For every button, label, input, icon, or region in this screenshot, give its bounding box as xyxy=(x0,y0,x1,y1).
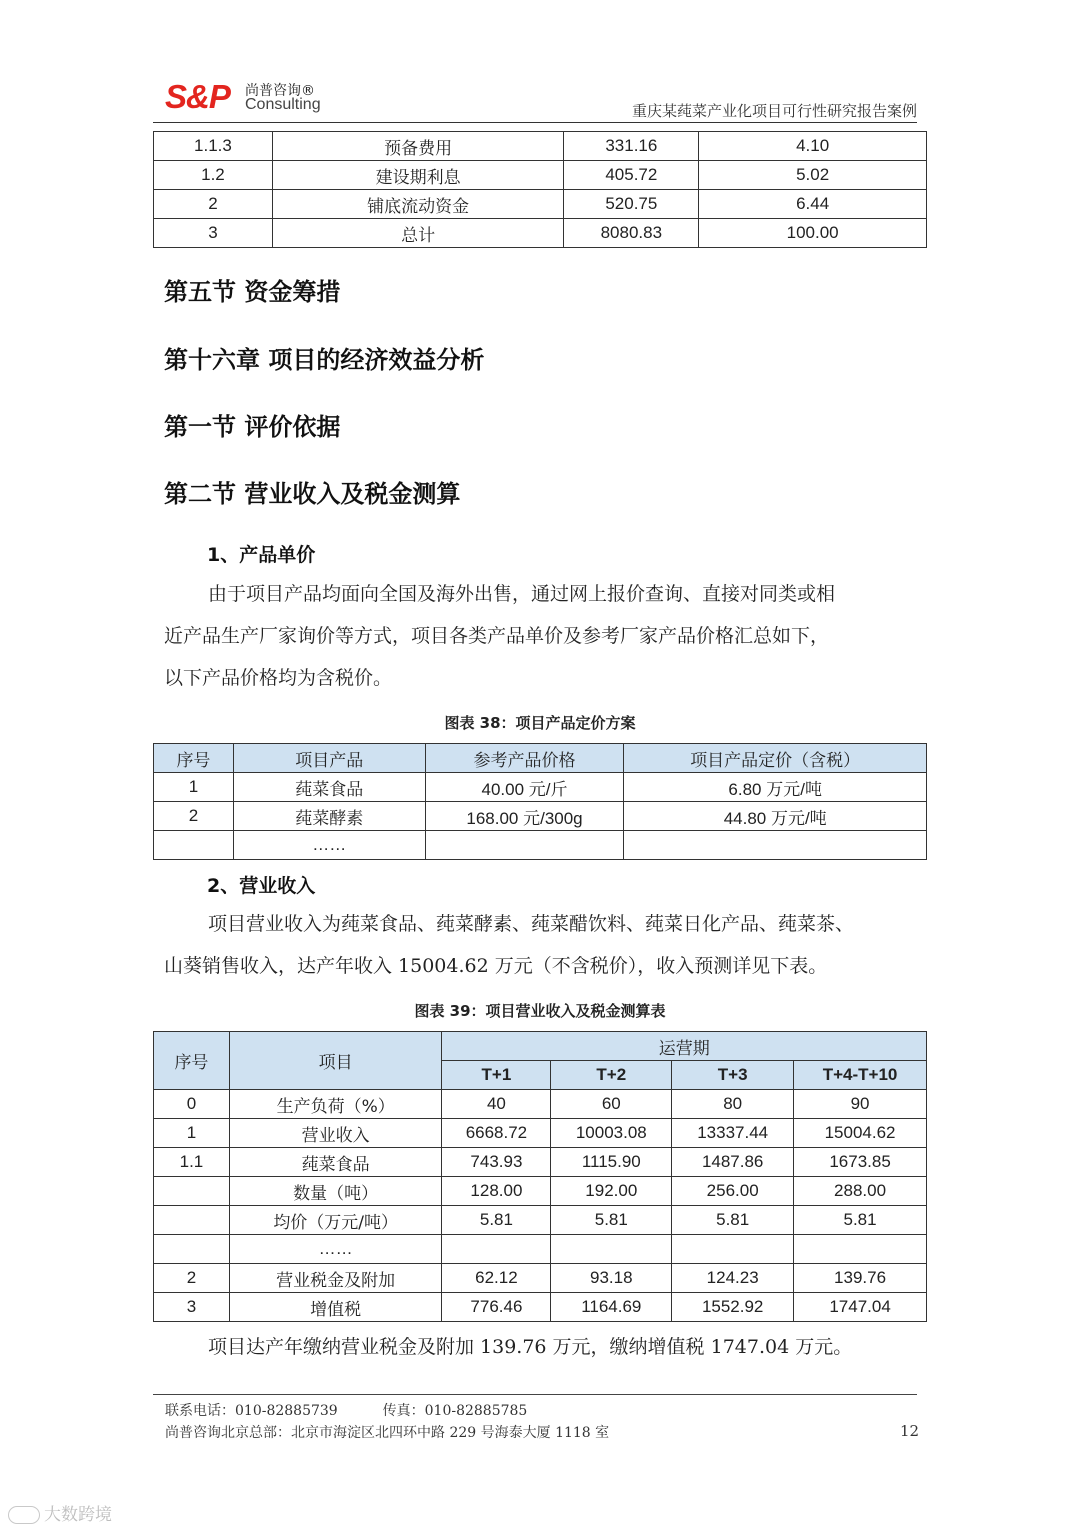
table-row xyxy=(154,1264,927,1293)
table-row xyxy=(154,1148,927,1177)
cell-item: 总计 xyxy=(272,219,564,248)
cell-value: 139.76 xyxy=(794,1264,927,1293)
header-price: 项目产品定价（含税） xyxy=(624,744,927,773)
cell-value xyxy=(794,1235,927,1264)
header-item: 项目 xyxy=(229,1032,442,1090)
cell-price: 6.80 万元/吨 xyxy=(624,773,927,802)
logo-mark: S&P xyxy=(165,78,230,115)
header-t3: T+3 xyxy=(672,1061,794,1090)
table-row xyxy=(154,1090,927,1119)
cell-pct: 100.00 xyxy=(699,219,927,248)
revenue-tax-table xyxy=(153,1031,927,1322)
cell-no: 3 xyxy=(154,1293,230,1322)
paragraph-tax-summary xyxy=(164,1326,924,1368)
cell-amount: 8080.83 xyxy=(564,219,699,248)
paragraph-line: 近产品生产厂家询价等方式，项目各类产品单价及参考厂家产品价格汇总如下， xyxy=(164,625,830,647)
cell-ref-price: 40.00 元/斤 xyxy=(425,773,624,802)
cell-value xyxy=(551,1235,672,1264)
cell-no: 0 xyxy=(154,1090,230,1119)
cell-no: 1 xyxy=(154,1119,230,1148)
subheading-unit-price: 1、产品单价 xyxy=(207,544,316,566)
cell-value: 128.00 xyxy=(442,1177,551,1206)
paragraph-line: 山葵销售收入，达产年收入 15004.62 万元（不含税价），收入预测详见下表。 xyxy=(164,955,828,977)
paragraph-line: 由于项目产品均面向全国及海外出售，通过网上报价查询、直接对同类或相 xyxy=(208,583,836,605)
cell-price: 44.80 万元/吨 xyxy=(624,802,927,831)
investment-table xyxy=(153,131,927,248)
cell-value: 1747.04 xyxy=(794,1293,927,1322)
cell-value: 1552.92 xyxy=(672,1293,794,1322)
paragraph-line: 项目达产年缴纳营业税金及附加 139.76 万元，缴纳增值税 1747.04 万元。 xyxy=(208,1336,853,1358)
table-38-caption: 图表 38：项目产品定价方案 xyxy=(444,714,636,732)
table-row xyxy=(154,190,927,219)
cell-product: …… xyxy=(233,831,425,860)
cell-value: 256.00 xyxy=(672,1177,794,1206)
cell-value: 1673.85 xyxy=(794,1148,927,1177)
table-row xyxy=(154,802,927,831)
table-row xyxy=(154,132,927,161)
cell-no xyxy=(154,1235,230,1264)
header-period: 运营期 xyxy=(442,1032,927,1061)
cell-ref-price: 168.00 元/300g xyxy=(425,802,624,831)
table-row xyxy=(154,1119,927,1148)
cell-item: …… xyxy=(229,1235,442,1264)
cell-no: 2 xyxy=(154,190,273,219)
header-no: 序号 xyxy=(154,1032,230,1090)
cell-value: 124.23 xyxy=(672,1264,794,1293)
cell-value: 90 xyxy=(794,1090,927,1119)
cell-no: 3 xyxy=(154,219,273,248)
header-product: 项目产品 xyxy=(233,744,425,773)
cell-value: 1115.90 xyxy=(551,1148,672,1177)
cell-value: 13337.44 xyxy=(672,1119,794,1148)
cell-value: 15004.62 xyxy=(794,1119,927,1148)
cell-amount: 520.75 xyxy=(564,190,699,219)
cell-no: 1.1 xyxy=(154,1148,230,1177)
footer-divider xyxy=(153,1394,917,1395)
cell-no: 2 xyxy=(154,802,234,831)
cell-no xyxy=(154,831,234,860)
watermark-text: 大数跨境 xyxy=(44,1505,112,1525)
table-row xyxy=(154,161,927,190)
cell-no xyxy=(154,1177,230,1206)
cell-item: 建设期利息 xyxy=(272,161,564,190)
pricing-table xyxy=(153,743,927,860)
cell-value xyxy=(442,1235,551,1264)
table-row xyxy=(154,831,927,860)
logo-en-text: Consulting xyxy=(245,96,321,113)
footer-fax: 传真：010-82885785 xyxy=(382,1403,528,1419)
cell-item: 营业收入 xyxy=(229,1119,442,1148)
cell-pct: 4.10 xyxy=(699,132,927,161)
table-header-row xyxy=(154,744,927,773)
header-t1: T+1 xyxy=(442,1061,551,1090)
cell-item: 增值税 xyxy=(229,1293,442,1322)
logo-cn-text: 尚普咨询® xyxy=(245,83,315,99)
header-divider xyxy=(153,122,917,123)
table-row xyxy=(154,219,927,248)
cell-amount: 331.16 xyxy=(564,132,699,161)
cell-value: 5.81 xyxy=(551,1206,672,1235)
paragraph-pricing xyxy=(164,573,924,699)
cell-item: 预备费用 xyxy=(272,132,564,161)
cell-value: 62.12 xyxy=(442,1264,551,1293)
cell-value: 80 xyxy=(672,1090,794,1119)
header-t2: T+2 xyxy=(551,1061,672,1090)
cell-ref-price xyxy=(425,831,624,860)
footer-phone: 联系电话：010-82885739 xyxy=(165,1403,338,1419)
watermark-icon xyxy=(8,1506,40,1524)
footer-contact xyxy=(165,1400,527,1420)
paragraph-revenue xyxy=(164,903,924,987)
cell-value: 743.93 xyxy=(442,1148,551,1177)
cell-item: 数量（吨） xyxy=(229,1177,442,1206)
document-title: 重庆某莼菜产业化项目可行性研究报告案例 xyxy=(631,102,917,120)
cell-item: 均价（万元/吨） xyxy=(229,1206,442,1235)
cell-value: 40 xyxy=(442,1090,551,1119)
cell-value: 10003.08 xyxy=(551,1119,672,1148)
table-row xyxy=(154,1206,927,1235)
page-number: 12 xyxy=(900,1422,920,1440)
table-row xyxy=(154,1293,927,1322)
cell-value: 60 xyxy=(551,1090,672,1119)
cell-item: 生产负荷（%） xyxy=(229,1090,442,1119)
cell-value: 192.00 xyxy=(551,1177,672,1206)
chapter-heading: 第十六章 项目的经济效益分析 xyxy=(164,346,485,374)
cell-no: 2 xyxy=(154,1264,230,1293)
header-ref-price: 参考产品价格 xyxy=(425,744,624,773)
table-row xyxy=(154,773,927,802)
section-heading-basis: 第一节 评价依据 xyxy=(164,413,341,441)
logo xyxy=(165,78,365,118)
cell-value: 5.81 xyxy=(442,1206,551,1235)
subheading-revenue: 2、营业收入 xyxy=(207,875,316,897)
cell-value: 1164.69 xyxy=(551,1293,672,1322)
table-row xyxy=(154,1235,927,1264)
cell-value: 288.00 xyxy=(794,1177,927,1206)
cell-value: 1487.86 xyxy=(672,1148,794,1177)
footer-address: 尚普咨询北京总部：北京市海淀区北四环中路 229 号海泰大厦 1118 室 xyxy=(165,1425,610,1441)
cell-value: 776.46 xyxy=(442,1293,551,1322)
cell-pct: 5.02 xyxy=(699,161,927,190)
table-row xyxy=(154,1177,927,1206)
watermark xyxy=(8,1500,112,1525)
cell-pct: 6.44 xyxy=(699,190,927,219)
cell-no: 1.2 xyxy=(154,161,273,190)
paragraph-line: 项目营业收入为莼菜食品、莼菜酵素、莼菜醋饮料、莼菜日化产品、莼菜茶、 xyxy=(208,913,855,935)
cell-value: 6668.72 xyxy=(442,1119,551,1148)
cell-value: 5.81 xyxy=(672,1206,794,1235)
cell-no: 1.1.3 xyxy=(154,132,273,161)
section-heading-revenue: 第二节 营业收入及税金测算 xyxy=(164,480,461,508)
header-t4-t10: T+4-T+10 xyxy=(794,1061,927,1090)
cell-value xyxy=(672,1235,794,1264)
cell-product: 莼菜酵素 xyxy=(233,802,425,831)
cell-item: 莼菜食品 xyxy=(229,1148,442,1177)
cell-no xyxy=(154,1206,230,1235)
cell-item: 营业税金及附加 xyxy=(229,1264,442,1293)
header-no: 序号 xyxy=(154,744,234,773)
section-heading-funding: 第五节 资金筹措 xyxy=(164,278,341,306)
table-39-caption: 图表 39：项目营业收入及税金测算表 xyxy=(414,1002,666,1020)
paragraph-line: 以下产品价格均为含税价。 xyxy=(164,667,393,689)
cell-value: 5.81 xyxy=(794,1206,927,1235)
table-header-row xyxy=(154,1032,927,1061)
cell-price xyxy=(624,831,927,860)
cell-product: 莼菜食品 xyxy=(233,773,425,802)
cell-value: 93.18 xyxy=(551,1264,672,1293)
cell-no: 1 xyxy=(154,773,234,802)
cell-item: 铺底流动资金 xyxy=(272,190,564,219)
cell-amount: 405.72 xyxy=(564,161,699,190)
